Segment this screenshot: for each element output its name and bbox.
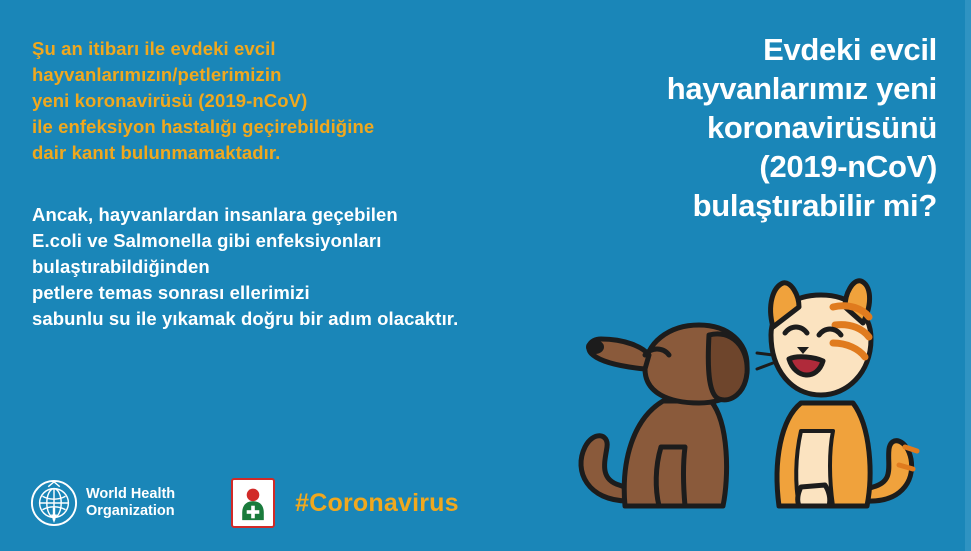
pets-illustration (533, 251, 953, 551)
warning-line-1: Şu an itibarı ile evdeki evcil (32, 38, 276, 59)
footer (30, 473, 459, 533)
who-logo-line-2: Organization (86, 503, 175, 519)
headline (507, 30, 937, 225)
advice-line-3: bulaştırabildiğinden (32, 256, 210, 277)
dog-illustration (581, 325, 747, 506)
advice-line-5: sabunlu su ile yıkamak doğru bir adım olacaktır. (32, 308, 459, 329)
headline-line-4: (2019-nCoV) (759, 149, 937, 184)
ministry-of-health-logo-icon (231, 478, 275, 528)
warning-line-4: ile enfeksiyon hastalığı geçirebildiğine (32, 116, 375, 137)
who-logo-line-1: World Health (86, 486, 176, 502)
who-logo-text (86, 486, 175, 520)
who-logo (30, 479, 175, 527)
advice-line-2: E.coli ve Salmonella gibi enfeksiyonları (32, 230, 382, 251)
headline-line-2: hayvanlarımız yeni (666, 71, 937, 106)
warning-line-5: dair kanıt bulunmamaktadır. (32, 142, 281, 163)
headline-line-5: bulaştırabilir mi? (692, 188, 937, 223)
right-edge-strip (965, 0, 971, 551)
warning-line-2: hayvanlarımızın/petlerimizin (32, 64, 282, 85)
advice-line-4: petlere temas sonrası ellerimizi (32, 282, 310, 303)
hashtag-coronavirus: #Coronavirus (295, 488, 459, 517)
cat-illustration (757, 281, 917, 506)
headline-line-1: Evdeki evcil (763, 32, 937, 67)
warning-line-3: yeni koronavirüsü (2019-nCoV) (32, 90, 308, 111)
headline-line-3: koronavirüsünü (706, 110, 937, 145)
who-emblem-icon (30, 479, 78, 527)
advice-line-1: Ancak, hayvanlardan insanlara geçebilen (32, 204, 398, 225)
